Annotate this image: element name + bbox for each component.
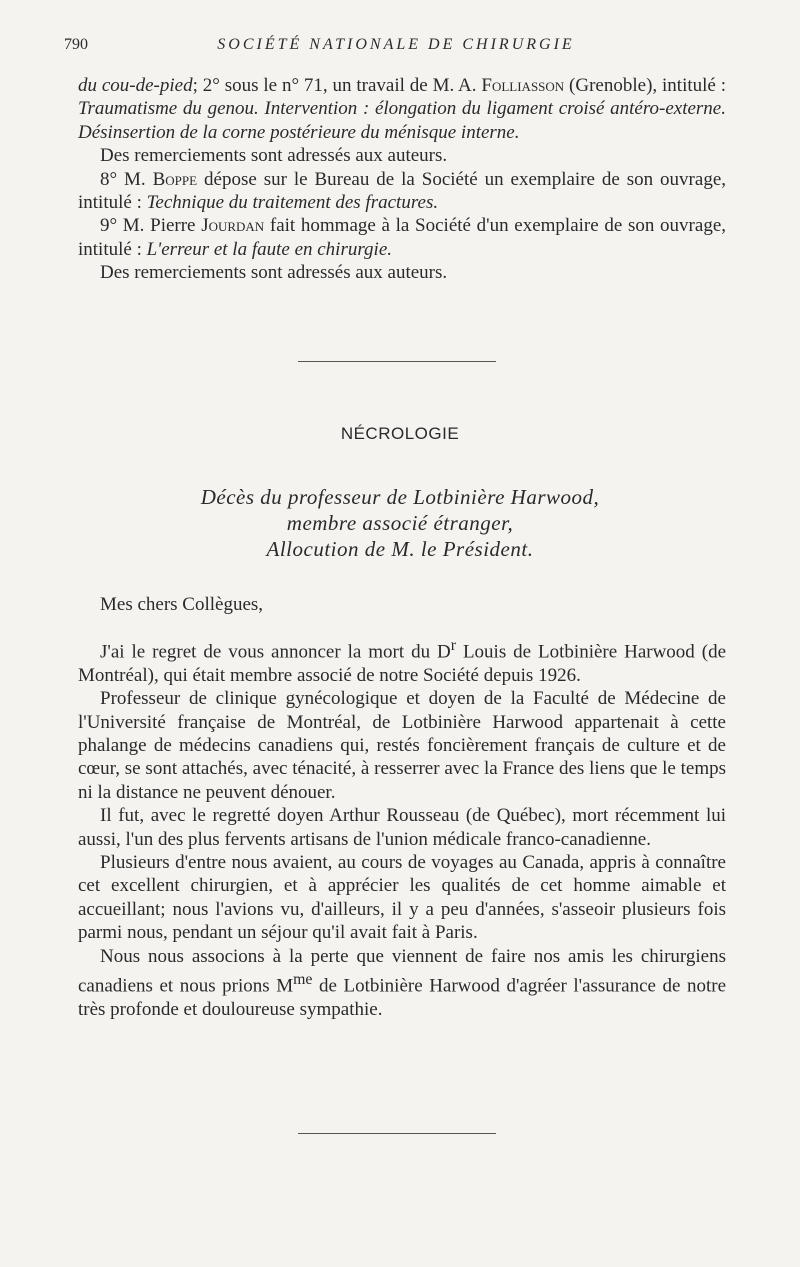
work-title: L'erreur et la faute en chirurgie.	[146, 238, 393, 260]
text: de Lotbinière Harwood d'agréer l'assurance de notre très profonde et douloureuse sympathie.	[78, 975, 727, 1020]
divider	[298, 361, 496, 362]
author-name: Folliasson	[481, 75, 565, 96]
paragraph: Des remerciements sont adressés aux auteurs.	[100, 145, 448, 167]
text: 9° M. Pierre	[100, 215, 202, 237]
text: ; 2° sous le n° 71, un travail de M. A.	[192, 75, 482, 96]
page-number: 790	[64, 36, 88, 53]
text: fait hommage à la Société d'un exemplaire de son ouvrage, intitulé :	[78, 215, 727, 260]
author-name: Jourdan	[201, 215, 265, 237]
text: Nous nous associons à la perte que viennent de faire nos amis les chirurgiens canadiens et nous prions M	[78, 945, 726, 997]
paragraph	[78, 945, 726, 1022]
paragraph: Plusieurs d'entre nous avaient, au cours de voyages au Canada, appris à connaître cet excellent chirurgien, et à apprécier les qualités de cet homme aimable et accueillant; nous l'avions vu, d'ailleurs, il y a peu d'années, s'asseoir plusieurs fois parmi nous, pendant un séjour qu'il avait fait à Paris.	[78, 851, 726, 944]
paragraph: Des remerciements sont adressés aux auteurs.	[100, 262, 448, 284]
obituary-title-line: Allocution de M. le Président.	[266, 537, 534, 561]
text: (Grenoble), intitulé :	[564, 75, 726, 96]
paragraph	[78, 634, 726, 687]
obituary-title-line: Décès du professeur de Lotbinière Harwood,	[200, 485, 600, 509]
italic-text: du cou-de-pied	[78, 75, 193, 96]
paragraph	[78, 74, 726, 144]
work-title: Traumatisme du genou. Intervention : élongation du ligament croisé antéro-externe. Désinsertion de la corne postérieure du ménisque interne.	[78, 98, 726, 143]
divider	[298, 1133, 496, 1134]
text: dépose sur le Bureau de la Société un exemplaire de son ouvrage, intitulé :	[78, 168, 727, 214]
text: Louis de Lotbinière Harwood (de Montréal), qui était membre associé de notre Société depuis 1926.	[78, 641, 727, 686]
paragraph	[78, 168, 726, 215]
paragraph: Il fut, avec le regretté doyen Arthur Rousseau (de Québec), mort récemment lui aussi, l'un des plus fervents artisans de l'union médicale franco-canadienne.	[78, 805, 726, 850]
paragraph	[78, 214, 726, 261]
salutation: Mes chers Collègues,	[100, 594, 264, 615]
text: 8° M.	[100, 168, 153, 190]
author-name: Boppe	[152, 168, 198, 190]
text: J'ai le regret de vous annoncer la mort du D	[100, 641, 451, 663]
session-notes	[78, 74, 726, 285]
obituary-body	[78, 634, 726, 1021]
page-header	[64, 36, 728, 60]
superscript: r	[450, 637, 457, 654]
superscript: me	[293, 971, 313, 989]
work-title: Technique du traitement des fractures.	[146, 192, 439, 214]
obituary-title	[0, 484, 800, 562]
section-title: NÉCROLOGIE	[340, 424, 460, 443]
paragraph: Professeur de clinique gynécologique et doyen de la Faculté de Médecine de l'Université française de Montréal, de Lotbinière Harwood appartenait à cette phalange de médecins canadiens qui, restés foncièrement français de culture et de cœur, se sont attachés, avec ténacité, à resserrer avec la France des liens que le temps ni la distance ne peuvent dénouer.	[78, 688, 726, 803]
running-head: SOCIÉTÉ NATIONALE DE CHIRURGIE	[217, 36, 575, 53]
obituary-title-line: membre associé étranger,	[286, 511, 514, 535]
